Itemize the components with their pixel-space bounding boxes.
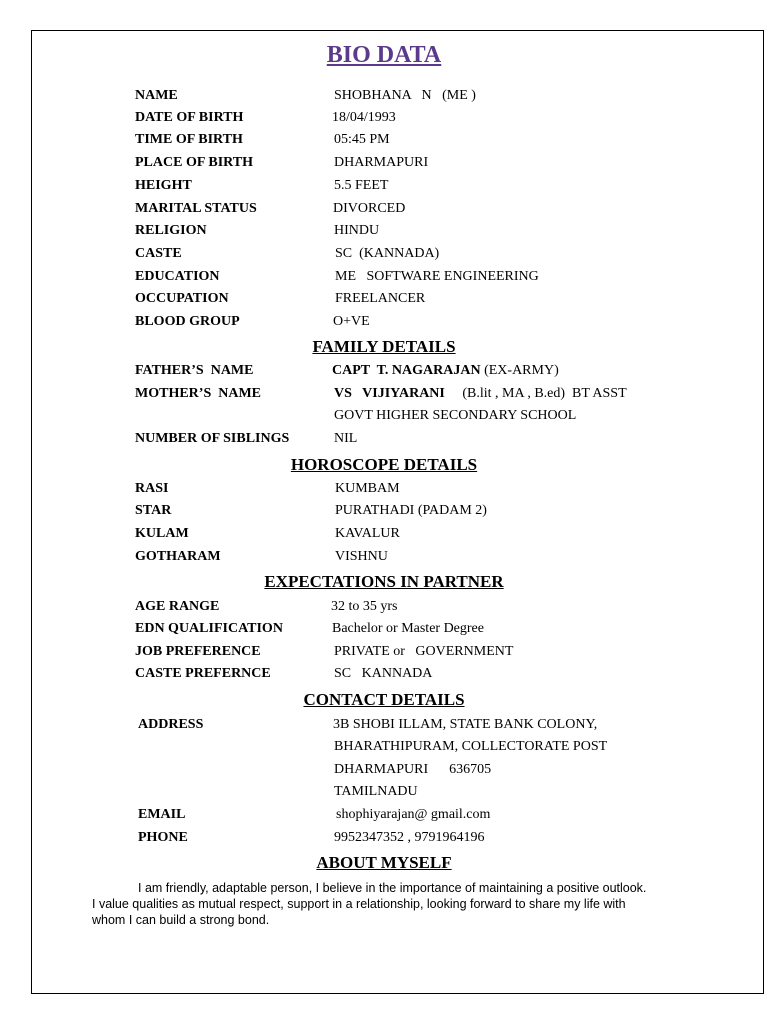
email-value[interactable]: shophiyarajan@ gmail.com <box>336 807 491 822</box>
about-line: I value qualities as mutual respect, support in a relationship, looking forward to share my life with <box>92 897 626 911</box>
siblings-label: NUMBER OF SIBLINGS <box>135 431 290 446</box>
field-label: EDUCATION <box>135 269 220 284</box>
field-value: KUMBAM <box>335 481 400 496</box>
field-label: AGE RANGE <box>135 599 220 614</box>
field-label: TIME OF BIRTH <box>135 132 243 147</box>
field-label: NAME <box>135 88 178 103</box>
mother-label: MOTHER’S NAME <box>135 386 261 401</box>
field-value: SC (KANNADA) <box>335 246 440 261</box>
mother-value <box>334 386 627 402</box>
field-value: FREELANCER <box>335 291 426 306</box>
father-label: FATHER’S NAME <box>135 363 254 378</box>
field-value: PRIVATE or GOVERNMENT <box>334 644 514 659</box>
siblings-value: NIL <box>334 431 358 446</box>
field-value: 5.5 FEET <box>334 178 389 193</box>
field-value: SHOBHANA N (ME ) <box>334 88 476 103</box>
mother-value-line2: GOVT HIGHER SECONDARY SCHOOL <box>334 408 577 423</box>
field-value: HINDU <box>334 223 380 238</box>
field-value: DHARMAPURI <box>334 155 429 170</box>
email-label: EMAIL <box>138 807 186 822</box>
field-label: EDN QUALIFICATION <box>135 621 283 636</box>
about-line: whom I can build a strong bond. <box>92 913 270 927</box>
about-heading: ABOUT MYSELF <box>316 853 452 872</box>
address-line: TAMILNADU <box>334 784 418 799</box>
field-label: RELIGION <box>135 223 207 238</box>
field-value: KAVALUR <box>335 526 400 541</box>
field-label: MARITAL STATUS <box>135 201 257 216</box>
field-label: DATE OF BIRTH <box>135 110 244 125</box>
field-label: STAR <box>135 503 172 518</box>
phone-label: PHONE <box>138 830 188 845</box>
field-label: CASTE <box>135 246 182 261</box>
field-label: CASTE PREFERNCE <box>135 666 271 681</box>
field-label: OCCUPATION <box>135 291 229 306</box>
field-label: KULAM <box>135 526 189 541</box>
address-line: 3B SHOBI ILLAM, STATE BANK COLONY, <box>333 717 598 732</box>
field-value: SC KANNADA <box>334 666 433 681</box>
field-value: PURATHADI (PADAM 2) <box>335 503 487 518</box>
field-label: HEIGHT <box>135 178 192 193</box>
address-line: DHARMAPURI 636705 <box>334 762 492 777</box>
field-label: BLOOD GROUP <box>135 314 240 329</box>
field-value: DIVORCED <box>333 201 406 216</box>
address-line: BHARATHIPURAM, COLLECTORATE POST <box>334 739 608 754</box>
field-value: ME SOFTWARE ENGINEERING <box>335 269 539 284</box>
field-value: 18/04/1993 <box>332 110 396 125</box>
field-value: O+VE <box>333 314 370 329</box>
about-line: I am friendly, adaptable person, I believe in the importance of maintaining a positive outlook. <box>138 881 647 895</box>
father-name: CAPT T. NAGARAJAN <box>332 363 481 378</box>
field-label: RASI <box>135 481 169 496</box>
horoscope-heading: HOROSCOPE DETAILS <box>290 455 478 474</box>
phone-value: 9952347352 , 9791964196 <box>334 830 485 845</box>
address-label: ADDRESS <box>138 717 204 732</box>
father-value <box>332 363 559 379</box>
field-value: VISHNU <box>335 549 388 564</box>
field-value: 32 to 35 yrs <box>331 599 398 614</box>
page-title: BIO DATA <box>326 42 442 68</box>
father-note: (EX-ARMY) <box>480 363 559 378</box>
about-paragraph <box>92 880 692 928</box>
mother-name: VS VIJIYARANI <box>334 386 445 401</box>
field-label: PLACE OF BIRTH <box>135 155 254 170</box>
family-heading: FAMILY DETAILS <box>312 337 456 356</box>
contact-heading: CONTACT DETAILS <box>303 690 465 709</box>
field-value: 05:45 PM <box>334 132 390 147</box>
field-value: Bachelor or Master Degree <box>332 621 484 636</box>
field-label: JOB PREFERENCE <box>135 644 261 659</box>
mother-note: (B.lit , MA , B.ed) BT ASST <box>444 386 627 401</box>
field-label: GOTHARAM <box>135 549 221 564</box>
expectations-heading: EXPECTATIONS IN PARTNER <box>264 572 504 591</box>
